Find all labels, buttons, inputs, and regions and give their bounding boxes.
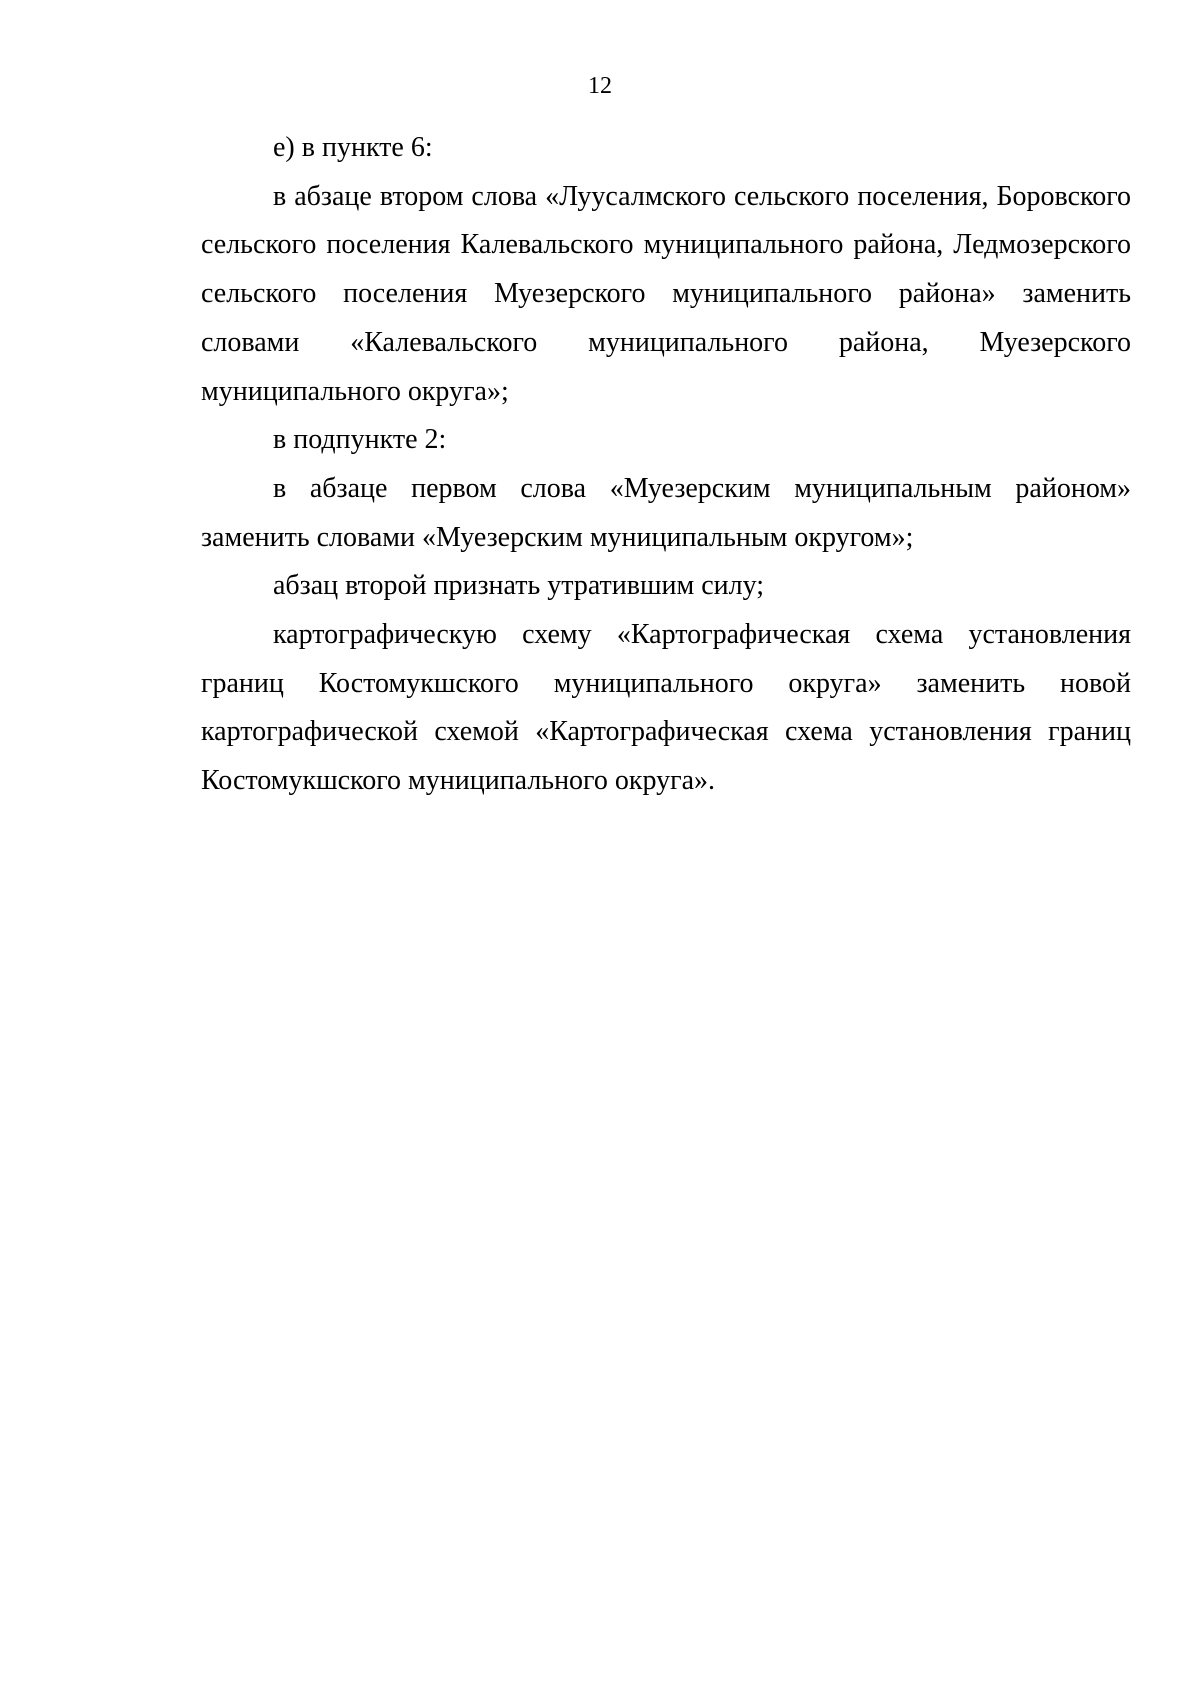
document-body: [201, 124, 1131, 806]
paragraph-replace-map: картографическую схему «Картографическая схема установления границ Костомукшского муниципального округа» заменить новой картографической схемой «Картографическая схема установления границ Костомукшского муниципального округа».: [201, 619, 1131, 797]
paragraph-replace-muezersky: в абзаце первом слова «Муезерским муниципальным районом» заменить словами «Муезерским муниципальным округом»;: [201, 472, 1131, 553]
paragraph-subitem-2-heading: в подпункте 2:: [273, 424, 447, 456]
paragraph-repeal-second: абзац второй признать утратившим силу;: [273, 570, 765, 602]
paragraph-replace-settlements: в абзаце втором слова «Луусалмского сельского поселения, Боровского сельского поселения Калевальского муниципального района, Ледмозерского сельского поселения Муезерского муниципального района» заменить словами «Калевальского муниципального района, Муезерского муниципального округа»;: [201, 180, 1131, 407]
page-number: 12: [588, 73, 612, 99]
paragraph-item-e-heading: е) в пункте 6:: [273, 132, 433, 163]
